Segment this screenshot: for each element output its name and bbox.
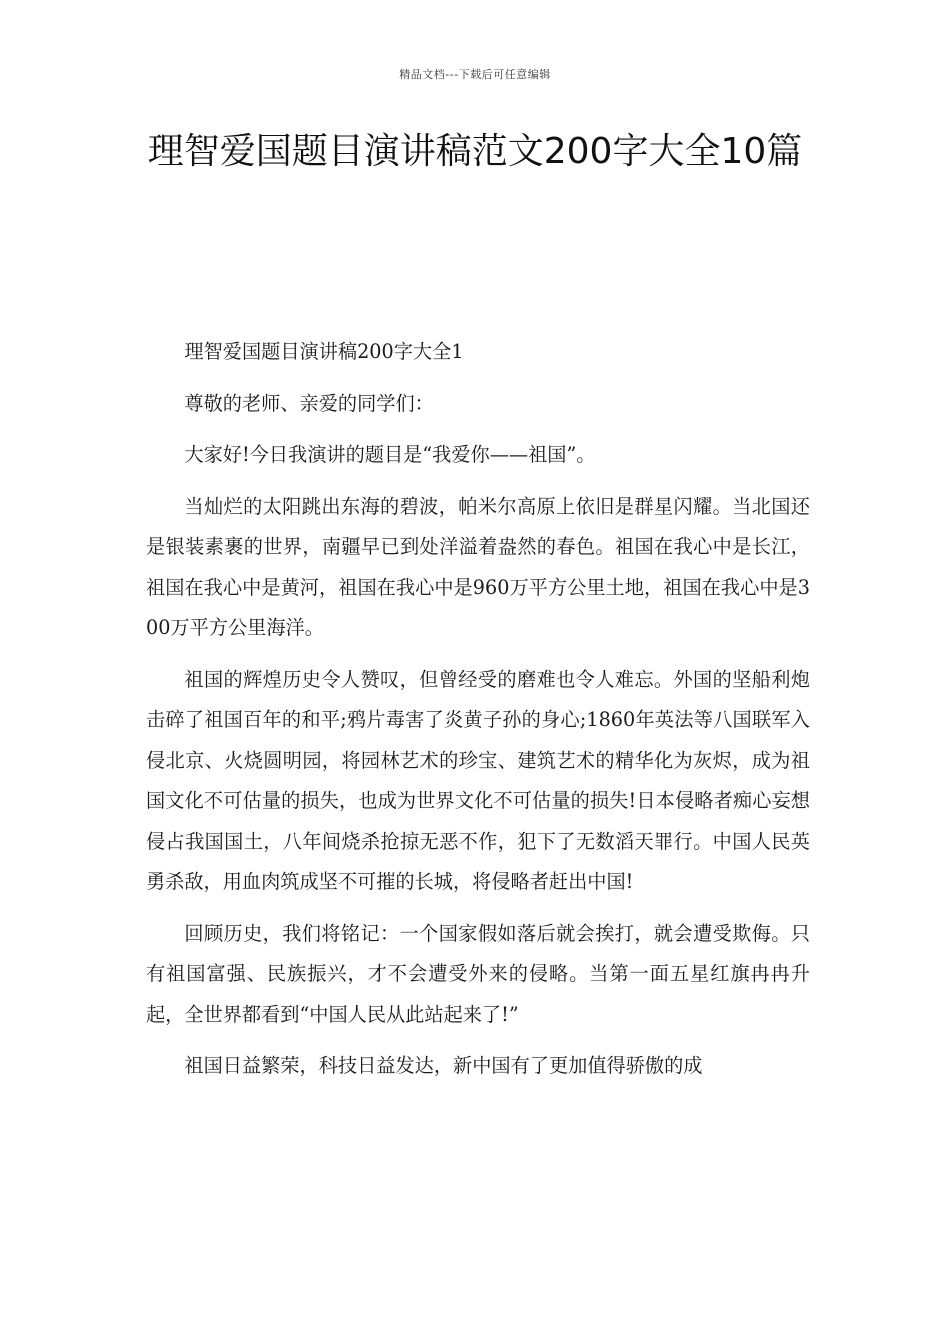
- paragraph: 大家好!今日我演讲的题目是“我爱你——祖国”。: [184, 443, 596, 466]
- paragraph: 祖国日益繁荣，科技日益发达，新中国有了更加值得骄傲的成: [184, 1054, 703, 1077]
- header-note: 精品文档---下载后可任意编辑: [399, 68, 551, 81]
- salutation: 尊敬的老师、亲爱的同学们：: [184, 391, 434, 415]
- document-body: [146, 332, 810, 1098]
- document-title: 理智爱国题目演讲稿范文200字大全10篇: [147, 131, 803, 172]
- paragraph: 祖国的辉煌历史令人赞叹，但曾经受的磨难也令人难忘。外国的坚船利炮击碎了祖国百年的和平;鸦片毒害了炎黄子孙的身心;1860年英法等八国联军入侵北京、火烧圆明园，将园林艺术的珍宝、建筑艺术的精华化为灰烬，成为祖国文化不可估量的损失，也成为世界文化不可估量的损失!日本侵略者痴心妄想侵占我国国土，八年间烧杀抢掠无恶不作，犯下了无数滔天罪行。中国人民英勇杀敌，用血肉筑成坚不可摧的长城，将侵略者赶出中国!: [146, 667, 810, 893]
- paragraph: 当灿烂的太阳跳出东海的碧波，帕米尔高原上依旧是群星闪耀。当北国还是银装素裹的世界，南疆早已到处洋溢着盎然的春色。祖国在我心中是长江，祖国在我心中是黄河，祖国在我心中是960万平方公里土地，祖国在我心中是300万平方公里海洋。: [146, 494, 810, 639]
- section-heading: 理智爱国题目演讲稿200字大全1: [184, 340, 464, 363]
- paragraph: 回顾历史，我们将铭记：一个国家假如落后就会挨打，就会遭受欺侮。只有祖国富强、民族振兴，才不会遭受外来的侵略。当第一面五星红旗冉冉升起，全世界都看到“中国人民从此站起来了!”: [146, 921, 810, 1026]
